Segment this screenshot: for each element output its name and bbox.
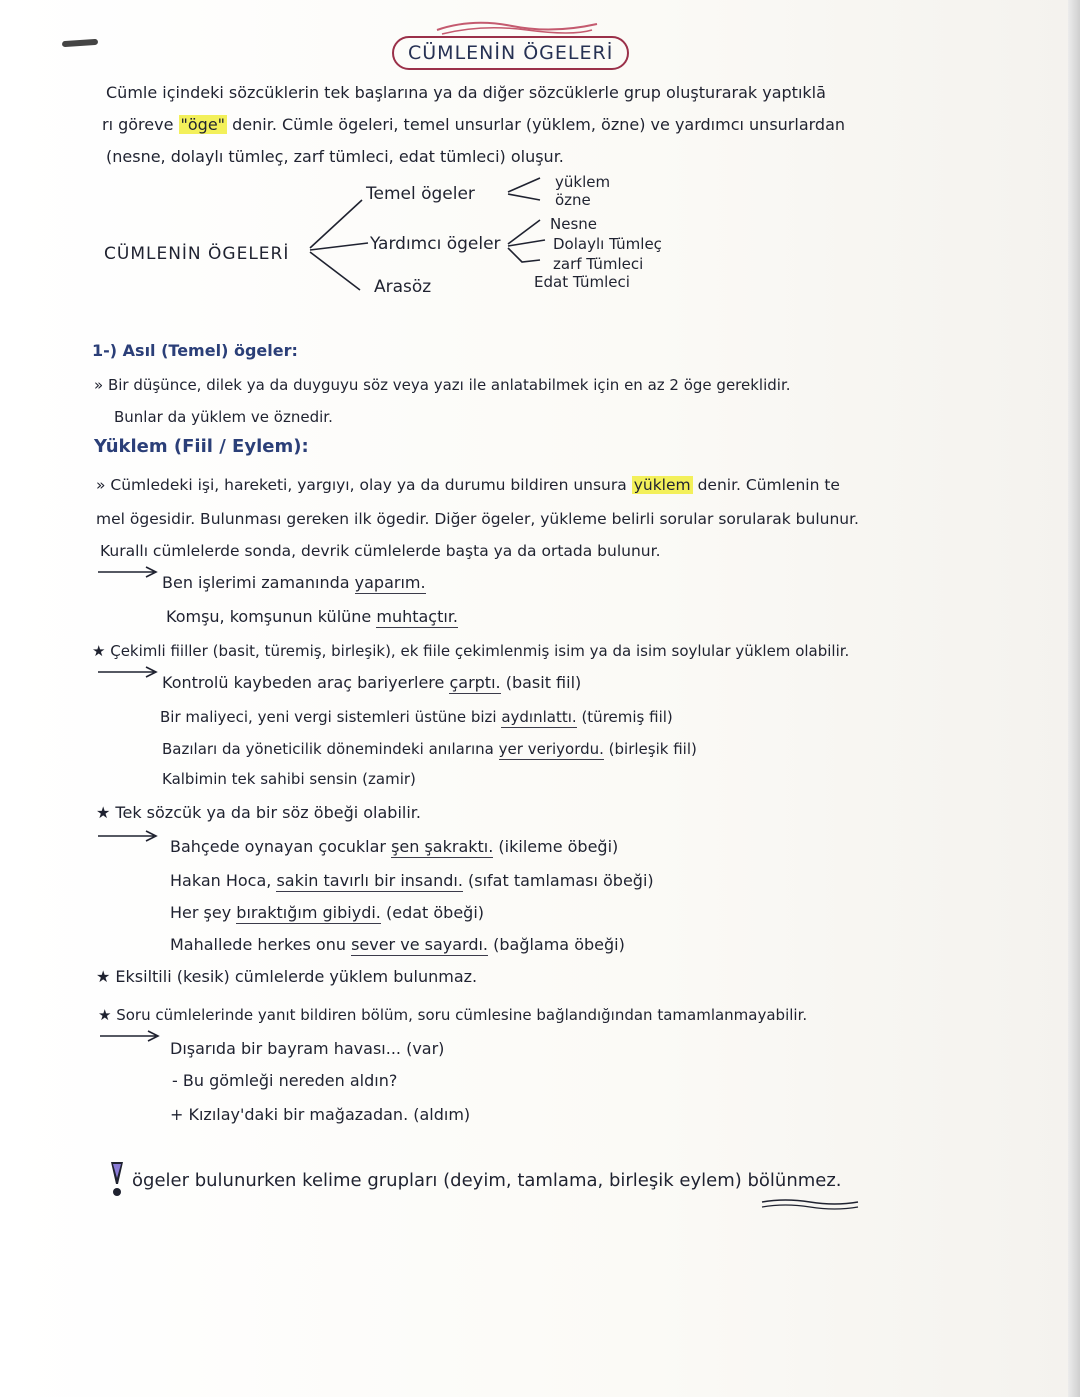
example-arrow (98, 1030, 164, 1042)
asil-heading: 1-) Asıl (Temel) ögeler: (92, 341, 298, 360)
example-arrow (96, 666, 162, 678)
cekimli-example-2 (160, 706, 673, 728)
obek-rule: ★ Tek sözcük ya da bir söz öbeği olabilir. (96, 803, 421, 822)
cekimli-example-1-verb: çarptı. (449, 673, 501, 692)
yuklem-p1 (96, 474, 840, 496)
yuklem-example-1-verb: yaparım. (354, 573, 426, 592)
intro-line-2 (102, 114, 845, 136)
obek-example-4-note: (bağlama öbeği) (493, 935, 625, 954)
intro-highlight-term: "öge" (180, 115, 226, 134)
obek-example-3 (170, 902, 484, 924)
yuklem-example-2 (166, 606, 458, 628)
cekimli-example-3 (162, 738, 697, 760)
cekimli-example-1-pre: Kontrolü kaybeden araç bariyerlere (162, 673, 445, 692)
intro-line-1: Cümle içindeki sözcüklerin tek başlarına ya da diğer sözcüklerle grup oluşturarak yaptıklā (106, 83, 826, 102)
obek-example-3-verb: bıraktığım gibiydi. (236, 903, 381, 922)
yuklem-p1-pre: » Cümledeki işi, hareketi, yargıyı, olay ya da durumu bildiren unsura (96, 476, 627, 494)
intro-line-2-post: denir. Cümle ögeleri, temel unsurlar (yüklem, özne) ve yardımcı unsurlardan (232, 115, 846, 134)
obek-example-4-verb: sever ve sayardı. (351, 935, 489, 954)
yuklem-highlight: yüklem (633, 476, 691, 494)
obek-example-1-note: (ikileme öbeği) (498, 837, 619, 856)
cekimli-example-2-verb: aydınlattı. (501, 708, 577, 726)
note-text: ögeler bulunurken kelime grupları (deyim, tamlama, birleşik eylem) bölünmez. (132, 1170, 842, 1191)
obek-example-1-pre: Bahçede oynayan çocuklar (170, 837, 386, 856)
page-title: CÜMLENİN ÖGELERİ (392, 36, 629, 70)
yuklem-example-1 (162, 572, 426, 594)
obek-example-2-note: (sıfat tamlaması öbeği) (468, 871, 654, 890)
yuklem-p1-post: denir. Cümlenin te (697, 476, 840, 494)
diagram-yardimci-child-4: Edat Tümleci (534, 273, 630, 291)
obek-example-4 (170, 934, 625, 956)
eksiltili-rule: ★ Eksiltili (kesik) cümlelerde yüklem bulunmaz. (96, 967, 478, 986)
soru-example-1: Dışarıda bir bayram havası... (var) (170, 1039, 445, 1058)
exclamation-icon (108, 1160, 126, 1200)
ink-smudge (62, 39, 98, 47)
diagram-temel-child-1: yüklem (555, 173, 611, 191)
soru-example-2: - Bu gömleği nereden aldın? (172, 1071, 398, 1090)
yuklem-example-2-pre: Komşu, komşunun külüne (166, 607, 372, 626)
diagram-yardimci-child-3: zarf Tümleci (553, 255, 644, 273)
diagram-root: CÜMLENİN ÖGELERİ (104, 244, 290, 264)
obek-example-4-pre: Mahallede herkes onu (170, 935, 346, 954)
diagram-yardimci: Yardımcı ögeler (370, 234, 501, 254)
cekimli-rule: ★ Çekimli fiiller (basit, türemiş, birleşik), ek fiile çekimlenmiş isim ya da isim soylular yüklem olabilir. (92, 642, 850, 660)
yuklem-p2: mel ögesidir. Bulunması gereken ilk ögedir. Diğer ögeler, yükleme belirli sorular sorularak bulunur. (96, 510, 859, 528)
obek-example-2-verb: sakin tavırlı bir insandı. (276, 871, 463, 890)
cekimli-example-3-verb: yer veriyordu. (498, 740, 604, 758)
diagram-yardimci-child-1: Nesne (550, 215, 597, 233)
asil-line-2: Bunlar da yüklem ve öznedir. (114, 408, 333, 426)
soru-rule: ★ Soru cümlelerinde yanıt bildiren bölüm, soru cümlesine bağlandığından tamamlanmayabilir. (98, 1006, 808, 1024)
obek-example-3-pre: Her şey (170, 903, 232, 922)
intro-line-3: (nesne, dolaylı tümleç, zarf tümleci, edat tümleci) oluşur. (106, 147, 564, 166)
cekimli-example-3-note: (birleşik fiil) (608, 740, 697, 758)
obek-example-2-pre: Hakan Hoca, (170, 871, 272, 890)
cekimli-example-4: Kalbimin tek sahibi sensin (zamir) (162, 770, 416, 788)
cekimli-example-2-note: (türemiş fiil) (581, 708, 673, 726)
example-arrow (96, 830, 162, 842)
yuklem-example-2-verb: muhtaçtır. (376, 607, 459, 626)
asil-line-1: » Bir düşünce, dilek ya da duyguyu söz veya yazı ile anlatabilmek için en az 2 öge gereklidir. (94, 376, 791, 394)
note-underline (760, 1196, 860, 1210)
obek-example-3-note: (edat öbeği) (385, 903, 485, 922)
yuklem-heading: Yüklem (Fiil / Eylem): (94, 436, 309, 457)
cekimli-example-2-pre: Bir maliyeci, yeni vergi sistemleri üstüne bizi (160, 708, 497, 726)
diagram-yardimci-child-2: Dolaylı Tümleç (553, 235, 662, 253)
intro-line-2-pre: rı göreve (102, 115, 174, 134)
diagram-temel-child-2: özne (555, 191, 591, 209)
diagram-temel: Temel ögeler (366, 184, 475, 204)
obek-example-1 (170, 836, 618, 858)
obek-example-2 (170, 870, 654, 892)
cekimli-example-1 (162, 672, 581, 694)
diagram-arasoz: Arasöz (374, 277, 432, 297)
soru-example-3: + Kızılay'daki bir mağazadan. (aldım) (170, 1105, 471, 1124)
obek-example-1-verb: şen şakraktı. (391, 837, 494, 856)
example-arrow (96, 566, 162, 578)
page-edge (1068, 0, 1080, 1397)
title-decoration (432, 16, 602, 38)
yuklem-example-1-pre: Ben işlerimi zamanında (162, 573, 350, 592)
cekimli-example-1-note: (basit fiil) (505, 673, 582, 692)
cekimli-example-3-pre: Bazıları da yöneticilik dönemindeki anılarına (162, 740, 494, 758)
yuklem-p3: Kurallı cümlelerde sonda, devrik cümlelerde başta ya da ortada bulunur. (100, 542, 661, 560)
